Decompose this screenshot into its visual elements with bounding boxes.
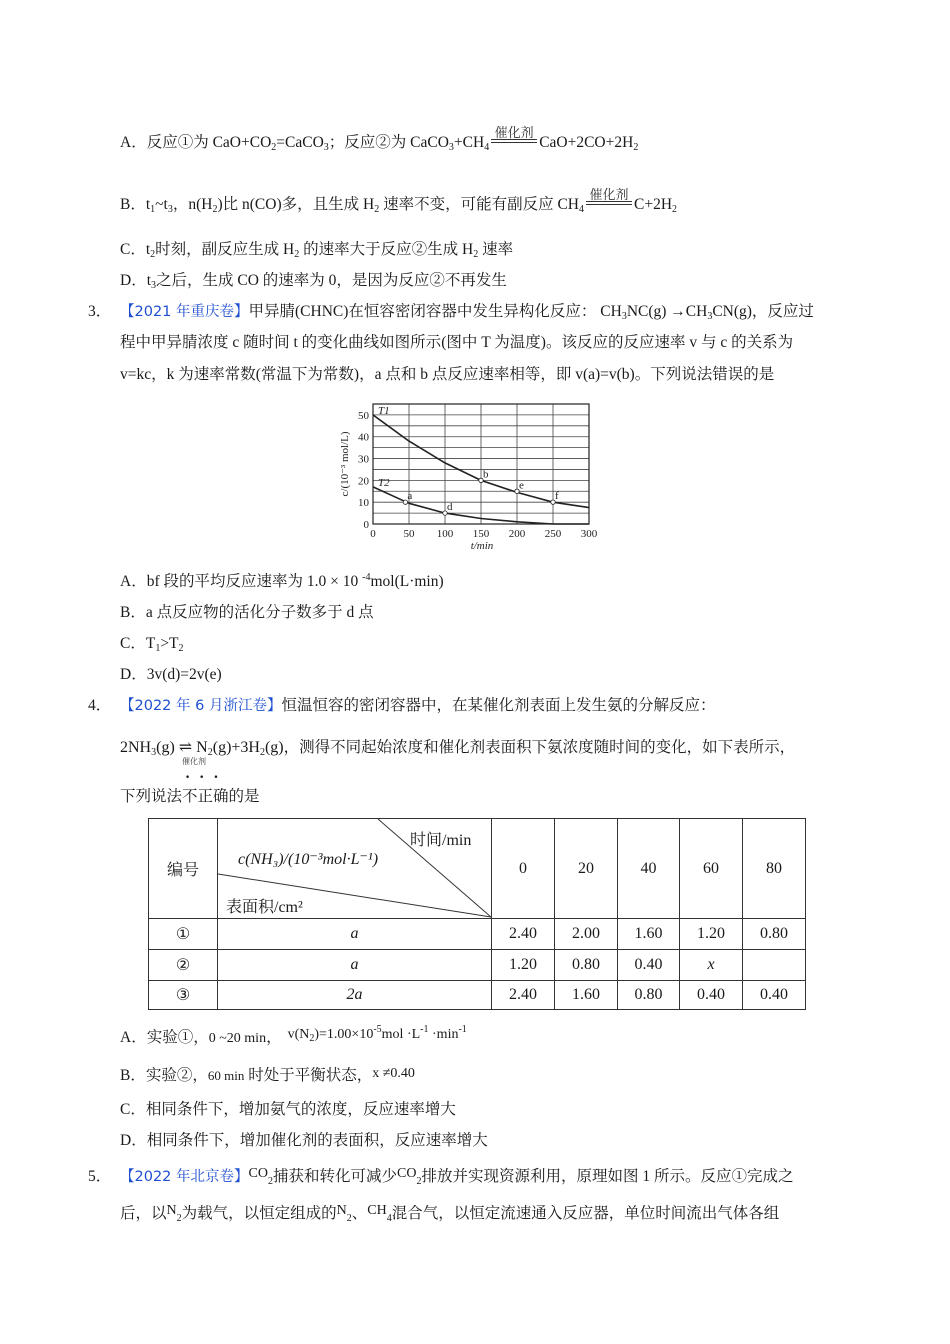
q4-stem-line1 bbox=[88, 696, 715, 716]
svg-text:e: e bbox=[519, 479, 524, 492]
q3-stem-line1 bbox=[88, 302, 814, 322]
svg-text:200: 200 bbox=[508, 528, 526, 540]
sub: 3 bbox=[151, 747, 157, 758]
text: t bbox=[146, 272, 152, 289]
row-id: ③ bbox=[149, 981, 218, 1010]
cell: 0.80 bbox=[555, 950, 618, 981]
text: 反应①为 CaO+CO bbox=[146, 134, 272, 151]
sub: 3 bbox=[707, 311, 713, 322]
text: =CaCO bbox=[276, 134, 324, 151]
svg-text:f: f bbox=[555, 490, 559, 503]
option-label: D． bbox=[120, 666, 147, 683]
svg-text:40: 40 bbox=[358, 431, 369, 444]
sub: 2 bbox=[309, 1033, 315, 1044]
sub: 2 bbox=[267, 1176, 273, 1187]
option-label: C． bbox=[120, 635, 146, 652]
table-row bbox=[149, 981, 806, 1010]
sub: 2 bbox=[150, 249, 156, 260]
sup: -4 bbox=[362, 572, 371, 583]
text: CO bbox=[396, 1166, 417, 1181]
option-label: A． bbox=[120, 573, 147, 590]
text: ，n(H bbox=[172, 196, 213, 213]
option-label: B． bbox=[120, 1067, 146, 1084]
option-label: C． bbox=[120, 1101, 146, 1118]
svg-text:250: 250 bbox=[544, 528, 562, 540]
sub: 4 bbox=[386, 1213, 392, 1224]
cell: 0.40 bbox=[680, 981, 743, 1010]
sub: 3 bbox=[621, 311, 627, 322]
equation bbox=[120, 739, 284, 756]
sub: 2 bbox=[672, 204, 678, 215]
text: 下列说法 bbox=[120, 788, 183, 805]
q2-option-d bbox=[120, 271, 507, 291]
sup: -1 bbox=[420, 1024, 429, 1035]
header-id: 编号 bbox=[149, 819, 218, 919]
sub: 1 bbox=[150, 204, 156, 215]
text: 实验①， bbox=[146, 1029, 209, 1046]
text: )比 n(CO)多，且生成 H bbox=[217, 196, 375, 213]
cell: 0.80 bbox=[743, 919, 806, 950]
text: CN(g)，反应过 bbox=[712, 303, 814, 320]
option-label: D． bbox=[120, 272, 147, 289]
text: (g) ⇌ N bbox=[156, 739, 208, 756]
q5-stem-line1 bbox=[88, 1167, 793, 1188]
option-label: A． bbox=[120, 134, 147, 151]
text: x ≠0.40 bbox=[372, 1066, 415, 1081]
source-tag: 【2022 年北京卷】 bbox=[120, 1169, 249, 1185]
header-area: 表面积/cm² bbox=[226, 899, 303, 916]
text: CO bbox=[248, 1166, 268, 1181]
q2-option-c bbox=[120, 240, 513, 260]
question-number: 3． bbox=[88, 303, 112, 320]
text: +CH bbox=[453, 134, 485, 151]
text: a 点反应物的活化分子数多于 d 点 bbox=[145, 604, 374, 621]
sub: 2 bbox=[294, 249, 300, 260]
text: 甲异腈(CHNC)在恒容密闭容器中发生异构化反应： CH bbox=[248, 303, 622, 320]
catalyst-label: 催化剂 bbox=[589, 188, 629, 203]
cell: 2.40 bbox=[492, 919, 555, 950]
cell: 1.60 bbox=[618, 919, 680, 950]
option-label: A． bbox=[120, 1029, 147, 1046]
sup: -1 bbox=[458, 1024, 467, 1035]
header-time-20: 20 bbox=[555, 819, 618, 919]
sub: 4 bbox=[484, 142, 490, 153]
table-header-row bbox=[149, 819, 806, 919]
q3-stem-line3: v=kc，k 为速率常数(常温下为常数)，a 点和 b 点反应速率相等，即 v(a)=v(b)。下列说法错误的是 bbox=[120, 366, 775, 383]
text: N bbox=[336, 1203, 347, 1218]
svg-text:100: 100 bbox=[436, 528, 454, 540]
q2-option-a bbox=[120, 126, 639, 153]
header-time-0: 0 bbox=[492, 819, 555, 919]
q4-option-c bbox=[120, 1100, 456, 1120]
table-row bbox=[149, 919, 806, 950]
text: C+2H bbox=[633, 196, 673, 213]
text: 相同条件下，增加氨气的浓度，反应速率增大 bbox=[145, 1101, 456, 1118]
text: 实验②， bbox=[145, 1067, 208, 1084]
svg-text:10: 10 bbox=[358, 497, 369, 510]
svg-text:50: 50 bbox=[403, 528, 415, 540]
source-tag: 【2021 年重庆卷】 bbox=[120, 304, 249, 320]
text: 恒温恒容的密闭容器中，在某催化剂表面上发生氨的分解反应： bbox=[281, 697, 716, 714]
text: 速率 bbox=[478, 241, 514, 258]
cell: 0.40 bbox=[618, 950, 680, 981]
emphasized-text bbox=[182, 769, 229, 805]
text: 排放并实现资源利用，原理如图 1 所示。反应①完成之 bbox=[421, 1168, 794, 1185]
sub: 2 bbox=[416, 1176, 422, 1187]
option-label: B． bbox=[120, 196, 146, 213]
row-id: ② bbox=[149, 950, 218, 981]
q3-option-c bbox=[120, 634, 184, 654]
cell bbox=[743, 950, 806, 981]
sub: 2 bbox=[633, 142, 639, 153]
y-axis-label: c/(10⁻³ mol/L) bbox=[339, 431, 351, 497]
text: t bbox=[145, 196, 151, 213]
sub: 2 bbox=[346, 1213, 352, 1224]
double-line-icon bbox=[586, 201, 632, 205]
text: 0 ~20 min bbox=[208, 1031, 267, 1046]
option-label: B． bbox=[120, 604, 146, 621]
q4-option-d bbox=[120, 1131, 488, 1151]
svg-text:0: 0 bbox=[363, 519, 369, 531]
svg-text:T2: T2 bbox=[378, 476, 390, 489]
row-area: a bbox=[218, 919, 492, 950]
sub: 3 bbox=[167, 204, 173, 215]
sub: 2 bbox=[207, 747, 213, 758]
q2-option-b bbox=[120, 188, 678, 215]
header-diagonal-cell bbox=[218, 819, 492, 919]
text: 为载气，以恒定组成的 bbox=[181, 1205, 337, 1222]
cell: 2.00 bbox=[555, 919, 618, 950]
sub: 2 bbox=[178, 643, 184, 654]
sub: 3 bbox=[448, 142, 454, 153]
svg-text:T1: T1 bbox=[378, 404, 390, 417]
text: bf 段的平均反应速率为 1.0 × 10 bbox=[146, 573, 363, 590]
ammonia-concentration-table bbox=[148, 818, 806, 1010]
text: NC(g) →CH bbox=[626, 303, 708, 320]
text: )=1.00×10 bbox=[314, 1027, 374, 1042]
question-number: 4． bbox=[88, 697, 112, 714]
sup: -5 bbox=[373, 1024, 382, 1035]
cell: 1.20 bbox=[680, 919, 743, 950]
text: mol(L·min) bbox=[370, 573, 444, 590]
x-axis-label: t/min bbox=[470, 540, 494, 552]
option-label: C． bbox=[120, 241, 146, 258]
text: ~t bbox=[155, 196, 168, 213]
q3-stem-line2: 程中甲异腈浓度 c 随时间 t 的变化曲线如图所示(图中 T 为温度)。该反应的反应速率 v 与 c 的关系为 bbox=[120, 334, 794, 351]
text: 的是 bbox=[228, 788, 260, 805]
svg-text:0: 0 bbox=[370, 528, 376, 540]
text: ；反应②为 CaCO bbox=[328, 134, 449, 151]
q4-stem-line3 bbox=[120, 769, 260, 807]
q3-option-b bbox=[120, 603, 374, 623]
text: CaO+2CO+2H bbox=[539, 134, 634, 151]
sub: 2 bbox=[374, 204, 380, 215]
cell: x bbox=[680, 950, 743, 981]
cell: 0.40 bbox=[743, 981, 806, 1010]
header-time-80: 80 bbox=[743, 819, 806, 919]
sub: 2 bbox=[271, 142, 277, 153]
text: T bbox=[145, 635, 156, 652]
header-time-40: 40 bbox=[618, 819, 680, 919]
q5-stem-line2 bbox=[120, 1204, 779, 1225]
sub: 2 bbox=[176, 1213, 182, 1224]
text: t bbox=[145, 241, 151, 258]
chart-grid bbox=[373, 404, 589, 524]
header-concentration: c(NH₃)/(10⁻³mol·L⁻¹) bbox=[238, 851, 379, 868]
table-row bbox=[149, 950, 806, 981]
text: >T bbox=[160, 635, 179, 652]
cell: 2.40 bbox=[492, 981, 555, 1010]
catalyst-equals-sign bbox=[491, 126, 537, 147]
header-time-60: 60 bbox=[680, 819, 743, 919]
text: ·min bbox=[428, 1027, 459, 1042]
double-line-icon bbox=[491, 139, 537, 143]
svg-text:a: a bbox=[407, 490, 413, 503]
sub: 4 bbox=[578, 204, 584, 215]
catalyst-equals-sign bbox=[586, 188, 632, 209]
row-id: ① bbox=[149, 919, 218, 950]
text: 2NH bbox=[120, 739, 152, 756]
text: 的速率大于反应②生成 H bbox=[299, 241, 474, 258]
source-tag: 【2022 年 6 月浙江卷】 bbox=[120, 698, 282, 714]
text: ，测得不同起始浓度和催化剂表面积下氨浓度随时间的变化，如下表所示， bbox=[283, 739, 796, 756]
text: N bbox=[166, 1203, 177, 1218]
text: CH bbox=[367, 1203, 387, 1218]
cell: 1.20 bbox=[492, 950, 555, 981]
option-label: D． bbox=[120, 1132, 147, 1149]
text: 之后，生成 CO 的速率为 0，是因为反应②不再发生 bbox=[156, 272, 507, 289]
text: 、 bbox=[351, 1205, 368, 1222]
text: (g)+3H bbox=[212, 739, 260, 756]
sub: 2 bbox=[212, 204, 218, 215]
q4-stem-line2 bbox=[120, 738, 795, 758]
cell: 1.60 bbox=[555, 981, 618, 1010]
svg-text:30: 30 bbox=[358, 453, 369, 466]
svg-text:300: 300 bbox=[580, 528, 598, 540]
svg-text:150: 150 bbox=[472, 528, 490, 540]
row-area: a bbox=[218, 950, 492, 981]
text: 捕获和转化可减少 bbox=[272, 1168, 397, 1185]
text: 60 min bbox=[207, 1068, 245, 1083]
sub: 1 bbox=[155, 643, 161, 654]
svg-text:20: 20 bbox=[358, 475, 369, 488]
rate-expression bbox=[287, 1024, 467, 1044]
text: 时处于平衡状态， bbox=[244, 1067, 373, 1084]
svg-text:b: b bbox=[483, 468, 489, 481]
sub: 3 bbox=[151, 280, 157, 291]
x-axis-ticks bbox=[370, 528, 598, 540]
q3-option-d bbox=[120, 665, 222, 685]
svg-text:d: d bbox=[447, 501, 453, 514]
cell: 0.80 bbox=[618, 981, 680, 1010]
text: (g) bbox=[264, 739, 284, 756]
concentration-time-chart bbox=[330, 398, 610, 553]
question-number: 5． bbox=[88, 1168, 112, 1185]
q4-option-a bbox=[120, 1024, 467, 1049]
text: 相同条件下，增加催化剂的表面积，反应速率增大 bbox=[146, 1132, 488, 1149]
text: 时刻，副反应生成 H bbox=[155, 241, 295, 258]
catalyst-label: 催化剂 bbox=[494, 126, 534, 141]
text: 混合气，以恒定流速通入反应器，单位时间流出气体各组 bbox=[391, 1205, 780, 1222]
sub: 2 bbox=[473, 249, 479, 260]
text: ， bbox=[266, 1029, 282, 1046]
text: 不正确 bbox=[182, 788, 229, 805]
y-axis-ticks bbox=[358, 410, 370, 531]
text: 3v(d)=2v(e) bbox=[146, 666, 222, 683]
q3-option-a bbox=[120, 572, 444, 592]
text: 速率不变，可能有副反应 CH bbox=[379, 196, 579, 213]
svg-text:50: 50 bbox=[358, 409, 369, 422]
sub: 2 bbox=[259, 747, 265, 758]
row-area: 2a bbox=[218, 981, 492, 1010]
q4-option-b bbox=[120, 1066, 415, 1087]
header-time: 时间/min bbox=[410, 832, 472, 849]
text: mol ·L bbox=[381, 1027, 421, 1042]
text: v(N bbox=[287, 1027, 310, 1042]
sub: 3 bbox=[323, 142, 329, 153]
text: 后，以 bbox=[120, 1205, 167, 1222]
equilibrium-catalyst-label: 催化剂 bbox=[182, 757, 206, 766]
emphasis-dots: ··· bbox=[185, 769, 228, 786]
